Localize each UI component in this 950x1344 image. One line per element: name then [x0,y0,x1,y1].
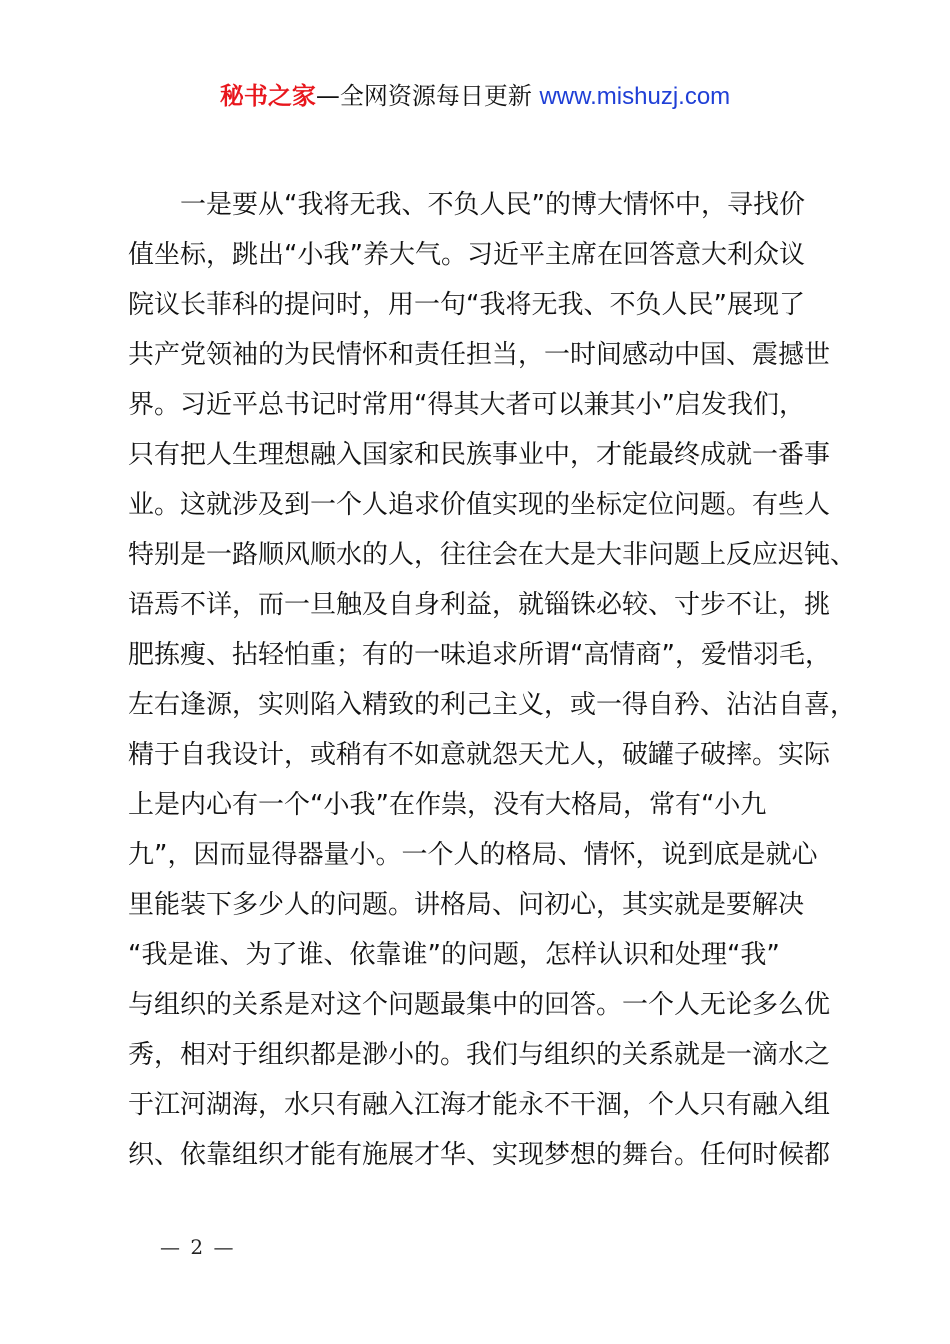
text-line: 语焉不详，而一旦触及自身利益，就锱铢必较、寸步不让，挑 [128,590,831,620]
text-line: 上是内心有一个“小我”在作祟，没有大格局，常有“小九 [128,790,767,820]
text-line: 里能装下多少人的问题。讲格局、问初心，其实就是要解决 [128,890,805,920]
text-line: 肥拣瘦、拈轻怕重；有的一味追求所谓“高情商”，爱惜羽毛， [128,640,831,670]
text-line: “我是谁、为了谁、依靠谁”的问题，怎样认识和处理“我” [128,940,780,970]
text-line: 左右逢源，实则陷入精致的利己主义，或一得自矜、沾沾自喜， [128,690,857,720]
text-line: 只有把人生理想融入国家和民族事业中，才能最终成就一番事 [128,440,831,470]
text-line: 值坐标，跳出“小我”养大气。习近平主席在回答意大利众议 [128,240,805,270]
text-line: 与组织的关系是对这个问题最集中的回答。一个人无论多么优 [128,990,831,1020]
text-line: 共产党领袖的为民情怀和责任担当，一时间感动中国、震撼世 [128,340,831,370]
site-tagline: —全网资源每日更新 [315,82,540,110]
text-line: 界。习近平总书记时常用“得其大者可以兼其小”启发我们， [128,390,805,420]
site-url-link[interactable]: www.mishuzj.com [539,83,731,110]
text-line: 业。这就涉及到一个人追求价值实现的坐标定位问题。有些人 [128,490,831,520]
text-line: 于江河湖海，水只有融入江海才能永不干涸，个人只有融入组 [128,1090,831,1120]
text-line: 一是要从“我将无我、不负人民”的博大情怀中，寻找价 [128,190,805,220]
text-line: 秀，相对于组织都是渺小的。我们与组织的关系就是一滴水之 [128,1040,831,1070]
text-line: 九”，因而显得器量小。一个人的格局、情怀，说到底是就心 [128,840,818,870]
text-line: 织、依靠组织才能有施展才华、实现梦想的舞台。任何时候都 [128,1140,831,1170]
page-header [0,78,950,115]
site-brand: 秘书之家 [219,82,316,110]
text-line: 院议长菲科的提问时，用一句“我将无我、不负人民”展现了 [128,290,805,320]
text-line: 特别是一路顺风顺水的人，往往会在大是大非问题上反应迟钝、 [128,540,857,570]
text-line: 精于自我设计，或稍有不如意就怨天尤人，破罐子破摔。实际 [128,740,831,770]
page-number: — 2 — [160,1235,236,1259]
